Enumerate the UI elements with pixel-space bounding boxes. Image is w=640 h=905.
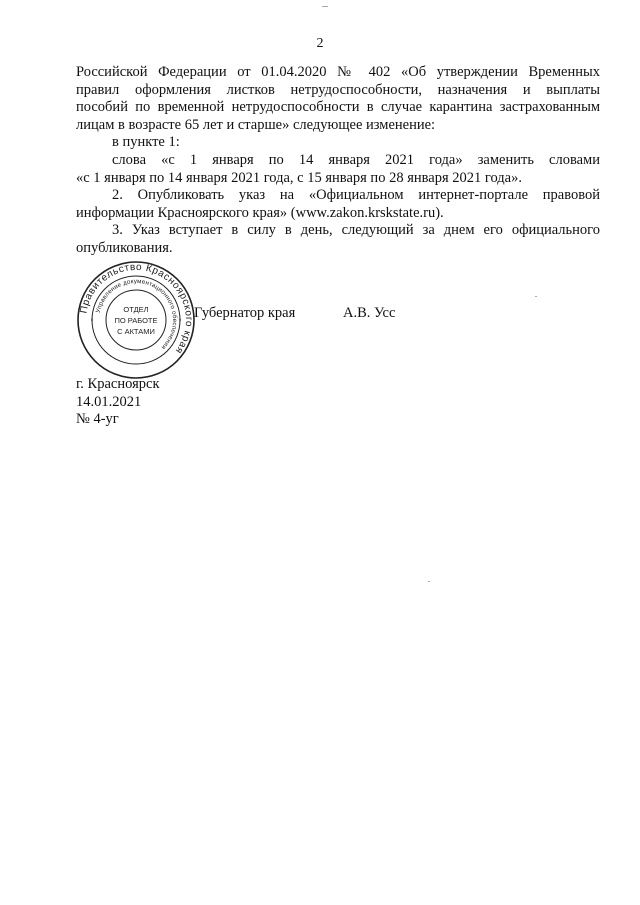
stamp-center-line-2: ПО РАБОТЕ [114, 316, 158, 325]
footer-city: г. Красноярск [76, 376, 160, 392]
paragraph-1-line-4: лицам в возрасте 65 лет и старше» следующее изменение: [76, 116, 436, 133]
stamp-star-left-icon: * [90, 318, 94, 325]
replace-line-2: «с 1 января по 14 января 2021 года, с 15 января по 28 января 2021 года». [76, 169, 522, 186]
paragraph-1-line-3: пособий по временной нетрудоспособности в случае карантина застрахованным [76, 99, 600, 116]
stamp-star-right-icon: * [178, 318, 182, 325]
scan-speck [428, 581, 430, 582]
stamp-graphic [76, 260, 196, 380]
official-stamp [76, 260, 196, 380]
footer-date: 14.01.2021 [76, 393, 142, 410]
clause-3-line-2: опубликования. [76, 239, 173, 256]
clause-2-line-1: 2. Опубликовать указ на «Официальном интернет-портале правовой [112, 187, 600, 204]
paragraph-1-line-2: правил оформления листков нетрудоспособности, назначения и выплаты [76, 81, 600, 98]
document-footer [76, 376, 160, 429]
stamp-inner-text: Управление документационного обеспечения [94, 277, 179, 351]
paragraph-1-line-1: Российской Федерации от 01.04.2020 № 402 «Об утверждении Временных [76, 64, 600, 80]
page-number: 2 [316, 36, 324, 51]
stamp-outer-text: Правительство Красноярского края [78, 261, 195, 356]
scan-speck [322, 6, 328, 7]
stamp-center-line-3: С АКТАМИ [117, 327, 155, 336]
document-body [76, 64, 600, 258]
replace-line-1: слова «с 1 января по 14 января 2021 года» заменить словами [112, 151, 600, 168]
clause-2-line-2: информации Красноярского края» (www.zakon.krskstate.ru). [76, 204, 444, 221]
stamp-center-line-1: ОТДЕЛ [123, 305, 149, 314]
item-point: в пункте 1: [112, 134, 180, 151]
scan-speck [535, 296, 537, 297]
signatory-position: Губернатор края [194, 305, 296, 321]
footer-number: № 4-уг [76, 411, 119, 428]
clause-3-line-1: 3. Указ вступает в силу в день, следующий за днем его официального [112, 222, 600, 239]
signatory-name: А.В. Усс [343, 305, 396, 321]
